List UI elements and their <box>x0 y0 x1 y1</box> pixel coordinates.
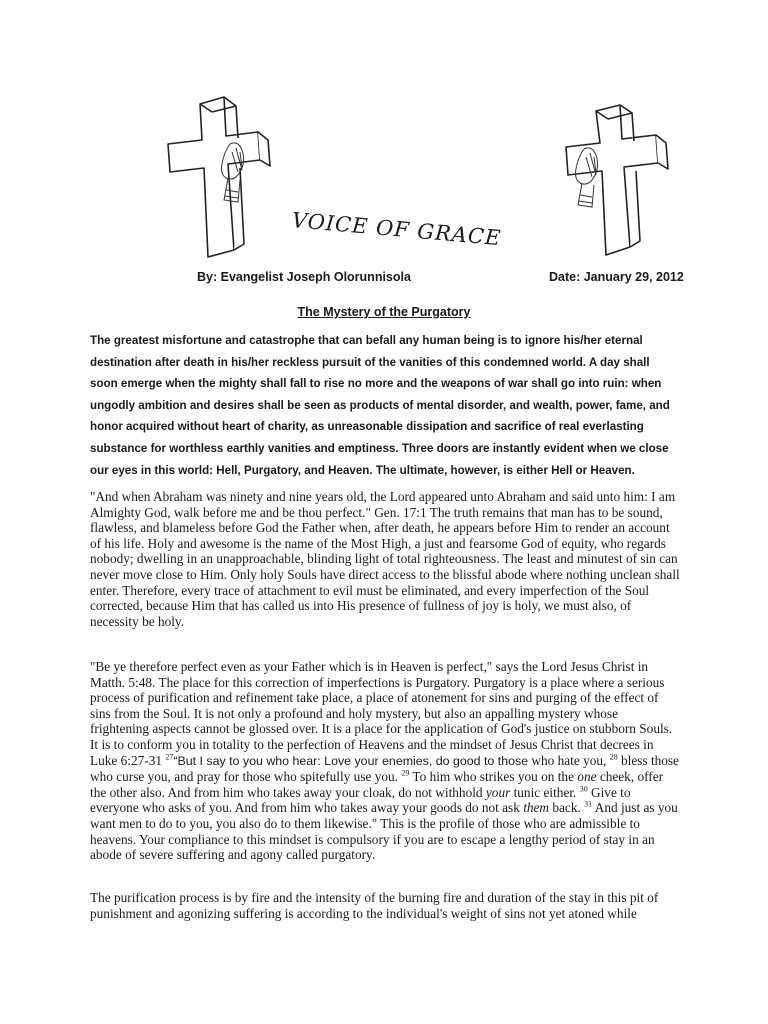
author-byline: By: Evangelist Joseph Olorunnisola <box>197 270 411 284</box>
verse-number-29: 29 <box>401 768 410 778</box>
p2-quote-start: “But I say to you who hear: Love your enemies, do good to those <box>173 753 529 768</box>
p2-text-c: who hate you, <box>528 752 610 768</box>
body-paragraph-2 <box>90 659 680 863</box>
cross-praying-hands-right-icon <box>560 97 690 267</box>
publish-date: Date: January 29, 2012 <box>549 270 684 284</box>
verse-number-28: 28 <box>609 752 618 762</box>
p2-text-h: Give to everyone who asks of you. And from him who takes away your goods do not ask <box>90 784 631 816</box>
p2-emphasis-your: your <box>485 784 511 800</box>
body-paragraph-1: "And when Abraham was ninety and nine years old, the Lord appeared unto Abraham and said unto him: I am Almighty God, walk before me and be thou perfect." Gen. 17:1 The truth remains that man has to be sound, flawless, and blameless before God the Father when, after death, he appears before Him to render an account of his life. Holy and awesome is the name of the Most High, a just and fearsome God of equity, who regards nobody; dwelling in an unapproachable, blinding light of total righteousness. The least and minutest of sin can never move close to Him. Only holy Souls have direct access to the blissful abode where nothing unclean shall enter. Therefore, every trace of attachment to evil must be eliminated, and every imperfection of the Soul corrected, because Him that has called us into His presence of fullness of joy is holy, we must also, of necessity be holy. <box>90 489 680 629</box>
body-paragraph-3: The purification process is by fire and the intensity of the burning fire and duration of the stay in this pit of punishment and agonizing suffering is according to the individual's weight of sins not yet atoned while <box>90 890 659 921</box>
verse-number-31: 31 <box>584 799 593 809</box>
article-subtitle: The Mystery of the Purgatory <box>297 305 471 319</box>
p2-emphasis-one: one <box>577 769 597 785</box>
p2-emphasis-them: them <box>523 800 550 816</box>
intro-paragraph: The greatest misfortune and catastrophe that can befall any human being is to ignore his/her eternal destination after death in his/her reckless pursuit of the vanities of this condemned world. A day shall soon emerge when the mighty shall fall to rise no more and the weapons of war shall go into ruin: when ungodly ambition and desires shall be seen as products of mental disorder, and wealth, power, fame, and honor acquired without heart of charity, as unreasonable dissipation and sacrifice of real everlasting substance for worthless earthly vanities and emptiness. Three doors are instantly evident when we close our eyes in this world: Hell, Purgatory, and Heaven. The ultimate, however, is either Hell or Heaven. <box>90 334 670 477</box>
cross-praying-hands-left-icon <box>160 92 300 262</box>
newsletter-title: VOICE OF GRACE <box>290 208 503 251</box>
p2-text-g: tunic either. <box>510 784 580 800</box>
p2-text-e: To him who strikes you on the <box>409 769 578 785</box>
p2-text-f: cheek, offer the other also. And from him who takes away your cloak, do not withhold <box>90 769 664 800</box>
verse-number-27: 27 <box>165 752 174 762</box>
p2-text-j: And just as you want men to do to you, you also do to them likewise." This is the profile of those who are admissible to heavens. Your compliance to this mindset is compulsory if you are to escape a lengthy period of stay in an abode of severe suffering and agony called purgatory. <box>90 800 678 863</box>
p2-text-i: back. <box>549 800 585 816</box>
p2-text-d: bless those who curse you, and pray for those who spitefully use you. <box>90 752 680 785</box>
p2-text-a: "Be ye therefore perfect even as your Father which is in Heaven is perfect," says the Lord Jesus Christ in Matth. 5:48. The place for this correction of imperfections is Purgatory. Purgatory is a place where a serious process of purification and refinement take place, a place of atonement for sins and purging of the effect of sins from the Soul. It is not only a profound and holy mystery, but also an appalling mystery whose frightening aspects cannot be glossed over. It is a place for the application of God's justice on stubborn Souls. It is to conform you in totality to the perfection of Heavens and the mindset of Jesus Christ that decrees in Luke 6:27-31 <box>90 659 673 768</box>
verse-number-30: 30 <box>579 784 588 794</box>
